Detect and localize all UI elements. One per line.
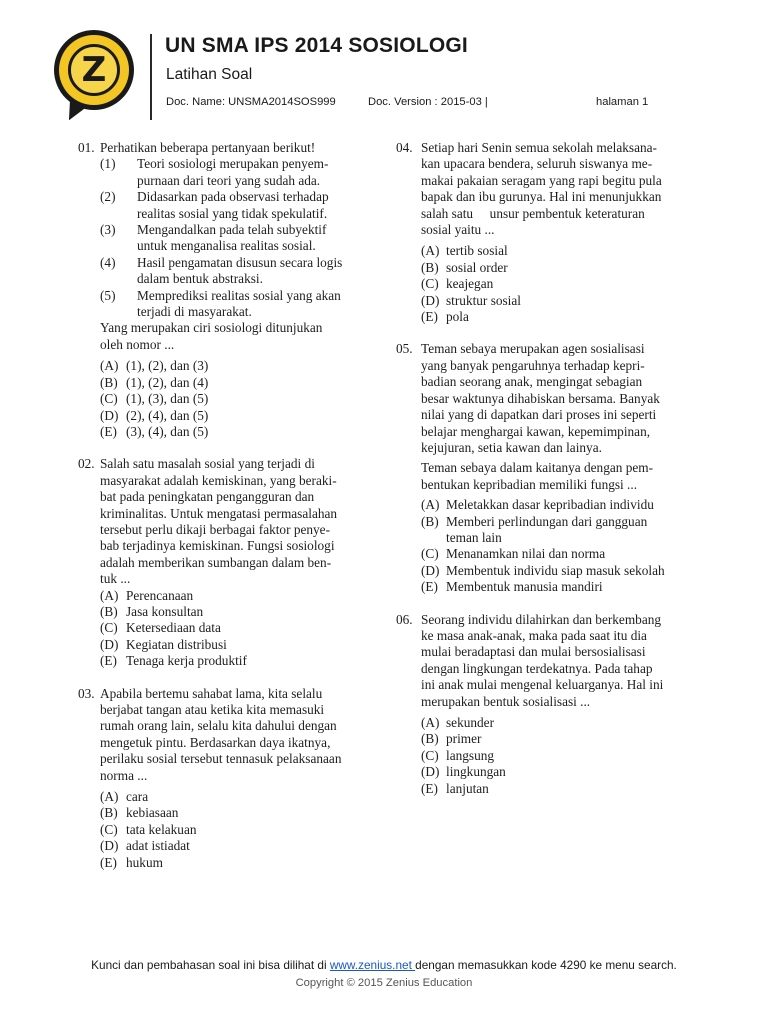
option-label: (E) [421,309,438,325]
answer-option-d[interactable] [421,764,706,780]
statement-text: Teori sosiologi merupakan penyem- purnaan dari teori yang sudah ada. [137,156,329,188]
logo-letter: Z [68,44,120,96]
question-stem: Setiap hari Senin semua sekolah melaksana- kan upacara bendera, seluruh siswanya me- makai pakaian seragam yang rapi begitu pula bapak dan ibu gurunya. Hal ini menunjukkan salah satu unsur pembentuk keteraturan sosial yaitu ... [421,140,662,238]
option-text: Menanamkan nilai dan norma [446,546,606,562]
option-text: lanjutan [446,780,489,796]
page-number: halaman 1 [596,96,649,108]
option-label: (D) [100,407,119,423]
option-label: (C) [421,747,439,763]
answer-option-a[interactable] [100,588,378,604]
question-number: 02. [78,456,95,472]
question-05 [396,341,706,595]
option-label: (A) [100,587,119,603]
option-label: (B) [421,513,439,529]
option-label: (C) [100,821,118,837]
option-text: Membentuk manusia mandiri [446,579,603,595]
answer-options [100,789,378,871]
question-number: 06. [396,611,413,627]
answer-option-b[interactable] [100,375,378,391]
option-label: (B) [100,603,118,619]
option-text: Tenaga kerja produktif [126,653,247,669]
answer-option-e[interactable] [100,653,378,669]
answer-option-d[interactable] [100,838,378,854]
question-number: 03. [78,685,95,701]
option-label: (A) [100,358,119,374]
statement-text: Memprediksi realitas sosial yang akan terjadi di masyarakat. [137,287,341,320]
option-text: (1), (3), dan (5) [126,391,209,407]
option-label: (B) [100,374,118,390]
answer-option-d[interactable] [421,563,706,579]
doc-version: Doc. Version : 2015-03 | [368,96,488,108]
option-text: struktur sosial [446,292,521,308]
option-label: (D) [421,764,440,780]
answer-option-d[interactable] [100,637,378,653]
document-subtitle: Latihan Soal [166,66,253,83]
answer-option-a[interactable] [421,715,706,731]
doc-name: Doc. Name: UNSMA2014SOS999 [166,96,336,108]
option-text: tata kelakuan [126,821,197,837]
option-text: pola [446,309,469,325]
answer-options [100,358,378,440]
option-label: (C) [421,546,439,562]
option-label: (A) [421,497,440,513]
option-label: (D) [421,292,440,308]
option-label: (B) [100,805,118,821]
option-text: (3), (4), dan (5) [126,423,209,439]
question-number: 04. [396,140,413,155]
answer-option-b[interactable] [421,514,706,547]
question-stem: Teman sebaya merupakan agen sosialisasi yang banyak pengaruhnya terhadap kepri- badian seorang anak, mengingat sebagian besar waktunya dihabiskan bersama. Banyak nilai yang di dapatkan dari proses ini seperti belajar menghargai kawan, kepemimpinan, kejujuran, setia kawan dan lainya. [421,341,660,455]
option-text: Ketersediaan data [126,620,221,636]
option-label: (D) [100,636,119,652]
statement-item [100,222,378,255]
option-label: (C) [100,620,118,636]
option-text: (2), (4), dan (5) [126,407,209,423]
question-03 [78,686,378,871]
statement-item [100,255,378,288]
answer-options [421,243,706,325]
option-label: (D) [421,562,440,578]
question-06 [396,612,706,797]
statement-text: Hasil pengamatan disusun secara logis dalam bentuk abstraksi. [137,254,343,287]
question-prompt: Teman sebaya dalam kaitanya dengan pem- bentukan kepribadian memiliki fungsi ... [421,460,654,492]
answer-option-e[interactable] [421,781,706,797]
option-label: (E) [421,780,438,796]
answer-option-a[interactable] [421,243,706,259]
option-text: hukum [126,854,163,870]
question-number: 01. [78,140,95,155]
option-text: adat istiadat [126,838,190,854]
answer-options [421,497,706,595]
statement-text: Didasarkan pada observasi terhadap realitas sosial yang tidak spekulatif. [137,189,329,221]
option-label: (A) [421,715,440,730]
footer-text-before: Kunci dan pembahasan soal ini bisa dilihat di [91,958,330,972]
left-column [78,140,378,887]
option-text: kebiasaan [126,805,179,821]
copyright: Copyright © 2015 Zenius Education [295,977,473,989]
answer-option-b[interactable] [421,731,706,747]
right-column [396,140,706,813]
answer-option-e[interactable] [100,855,378,871]
option-text: (1), (2), dan (4) [126,374,209,390]
option-text: lingkungan [446,764,506,780]
answer-option-b[interactable] [421,260,706,276]
option-text: Memberi perlindungan dari gangguan teman lain [446,513,648,545]
option-text: keajegan [446,276,494,292]
question-stem: Apabila bertemu sahabat lama, kita selalu berjabat tangan atau ketika kita memasuki rumah orang lain, selalu kita dahului dengan mengetuk pintu. Berdasarkan daya ikatnya, perilaku sosial tersebut tennasuk pelaksanaan norma ... [100,685,342,783]
zenius-logo-icon [54,30,138,122]
option-label: (C) [421,276,439,292]
answer-option-a[interactable] [421,497,706,513]
statement-label: (1) [100,156,116,172]
answer-options [100,588,378,670]
footer-text-after: dengan memasukkan kode 4290 ke menu search. [415,958,677,972]
option-text: sosial order [446,259,508,275]
header-divider [150,34,152,120]
option-text: sekunder [446,715,494,730]
question-number: 05. [396,341,413,357]
question-prompt: Yang merupakan ciri sosiologi ditunjukan oleh nomor ... [100,320,323,352]
option-label: (E) [100,854,117,870]
option-text: Membentuk individu siap masuk sekolah [446,562,665,578]
answer-option-a[interactable] [100,789,378,805]
option-text: tertib sosial [446,243,508,259]
answer-option-c[interactable] [100,391,378,407]
option-text: Jasa konsultan [126,603,204,619]
answer-option-b[interactable] [100,805,378,821]
answer-option-c[interactable] [100,822,378,838]
option-text: Kegiatan distribusi [126,636,227,652]
option-text: primer [446,731,482,747]
answer-option-a[interactable] [100,358,378,374]
option-label: (E) [100,423,117,439]
option-label: (D) [100,838,119,854]
document-title: UN SMA IPS 2014 SOSIOLOGI [165,34,468,57]
statement-label: (3) [100,222,116,238]
option-label: (E) [421,579,438,595]
answer-option-d[interactable] [100,408,378,424]
option-label: (E) [100,653,117,669]
option-label: (A) [421,243,440,259]
answer-option-c[interactable] [100,620,378,636]
question-02 [78,456,378,669]
statement-item [100,156,378,189]
answer-option-e[interactable] [100,424,378,440]
statement-label: (5) [100,287,116,303]
answer-option-b[interactable] [100,604,378,620]
option-text: Perencanaan [126,587,194,603]
option-label: (B) [421,259,439,275]
option-text: (1), (2), dan (3) [126,358,209,374]
question-stem: Seorang individu dilahirkan dan berkembang ke masa anak-anak, maka pada saat itu dia mulai beradaptasi dan mulai bersosialisasi dengan lingkungan terdekatnya. Pada tahap ini anak mulai mengenal keluarganya. Hal ini merupakan bentuk sosialisasi ... [421,611,664,709]
option-text: langsung [446,747,495,763]
zenius-link[interactable]: www.zenius.net [329,958,416,972]
statement-item [100,288,378,321]
answer-option-c[interactable] [421,276,706,292]
option-label: (B) [421,731,439,747]
option-text: Meletakkan dasar kepribadian individu [446,497,654,513]
statement-item [100,189,378,222]
statement-text: Mengandalkan pada telah subyektif untuk menganalisa realitas sosial. [137,222,327,254]
option-label: (A) [100,789,119,805]
answer-option-d[interactable] [421,293,706,309]
question-stem: Salah satu masalah sosial yang terjadi di masyarakat adalah kemiskinan, yang beraki- bat pada peningkatan pengangguran dan kriminalitas. Untuk mengatasi permasalahan tersebut perlu dikaji berbagai faktor penye- bab terjadinya kemiskinan. Fungsi sosiologi adalah memberikan sumbangan dalam ben- tuk ... [100,456,338,587]
answer-options [421,715,706,797]
statement-label: (4) [100,254,116,270]
answer-option-c[interactable] [421,748,706,764]
question-04 [396,140,706,325]
question-01 [78,140,378,440]
answer-option-e[interactable] [421,579,706,595]
footer-note [0,958,768,972]
option-label: (C) [100,391,118,407]
statement-label: (2) [100,189,116,205]
answer-option-c[interactable] [421,546,706,562]
question-stem: Perhatikan beberapa pertanyaan berikut! [100,140,316,155]
option-text: cara [126,789,149,805]
answer-option-e[interactable] [421,309,706,325]
